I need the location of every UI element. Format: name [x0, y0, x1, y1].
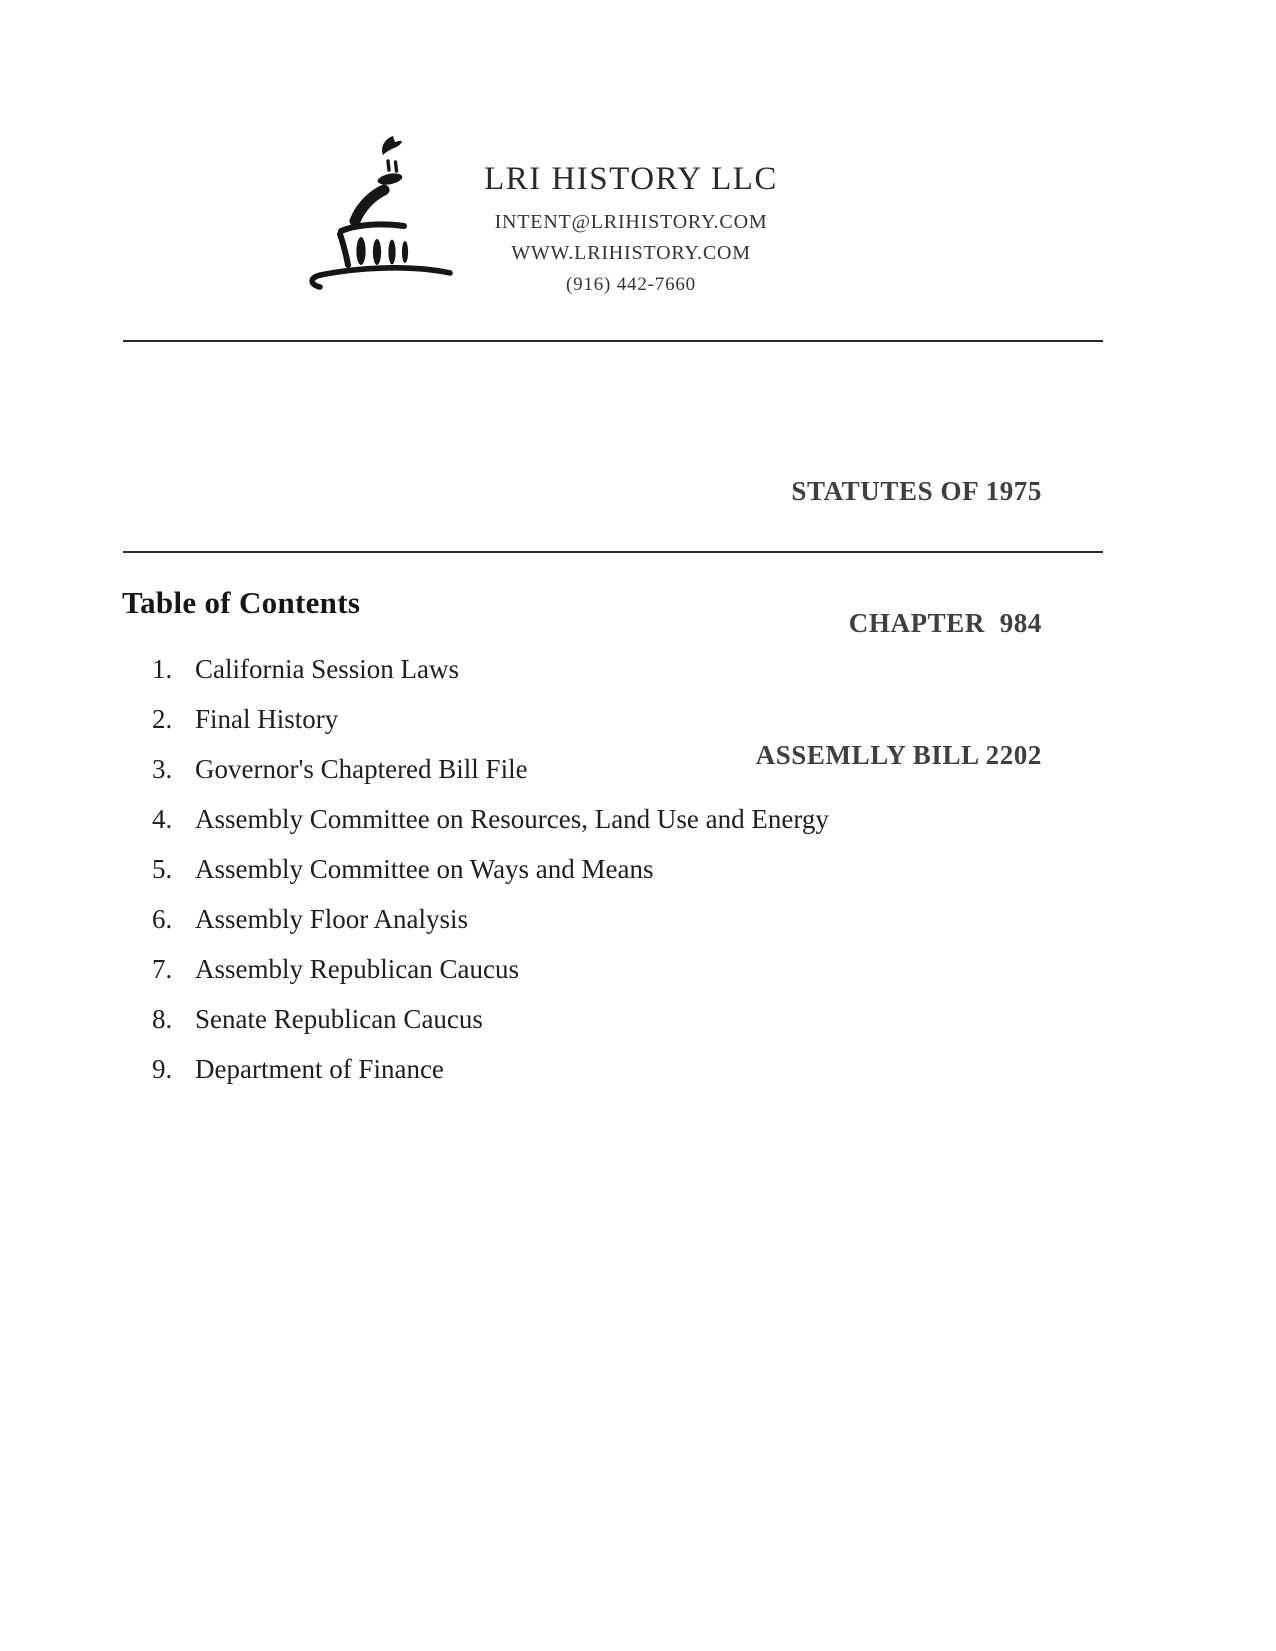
toc-item-number: 7.	[152, 954, 173, 984]
toc-item-number: 6.	[152, 904, 173, 934]
toc-item	[152, 1044, 1102, 1094]
toc-item-number: 3.	[152, 754, 173, 784]
toc-item-number: 8.	[152, 1004, 173, 1034]
toc-item-label: California Session Laws	[195, 654, 459, 684]
toc-item-label: Senate Republican Caucus	[195, 1004, 483, 1034]
website-url: WWW.LRIHISTORY.COM	[511, 242, 751, 264]
toc-item	[152, 894, 1102, 944]
toc-item	[152, 944, 1102, 994]
toc-item-label: Governor's Chaptered Bill File	[195, 754, 528, 784]
toc-item-label: Final History	[195, 704, 339, 734]
toc-item-number: 1.	[152, 654, 173, 684]
toc-item	[152, 694, 1102, 744]
toc-item	[152, 644, 1102, 694]
divider-bottom	[123, 551, 1103, 553]
toc-item-number: 9.	[152, 1054, 173, 1084]
toc-item-number: 5.	[152, 854, 173, 884]
toc-item-label: Assembly Republican Caucus	[195, 954, 519, 984]
toc-item	[152, 994, 1102, 1044]
toc-item	[152, 744, 1102, 794]
toc-item-number: 4.	[152, 804, 173, 834]
toc-item	[152, 794, 1102, 844]
citation-statutes-line: STATUTES OF 1975	[791, 476, 1042, 506]
toc-item-number: 2.	[152, 704, 173, 734]
company-name: LRI HISTORY LLC	[484, 161, 778, 197]
toc-title: Table of Contents	[122, 585, 361, 620]
divider-top	[123, 340, 1103, 342]
citation-bill-line: ASSEMLLY BILL 2202	[755, 740, 1042, 770]
toc-item-label: Assembly Committee on Ways and Means	[195, 854, 654, 884]
toc-list	[152, 644, 1102, 1094]
phone-number: (916) 442-7660	[566, 274, 696, 295]
citation-chapter-line: CHAPTER 984	[848, 608, 1042, 638]
toc-item-label: Department of Finance	[195, 1054, 444, 1084]
toc-item-label: Assembly Committee on Resources, Land Use and Energy	[195, 804, 829, 834]
email-address: INTENT@LRIHISTORY.COM	[494, 211, 768, 233]
toc-item-label: Assembly Floor Analysis	[195, 904, 469, 934]
letterhead	[351, 160, 911, 300]
toc-item	[152, 844, 1102, 894]
